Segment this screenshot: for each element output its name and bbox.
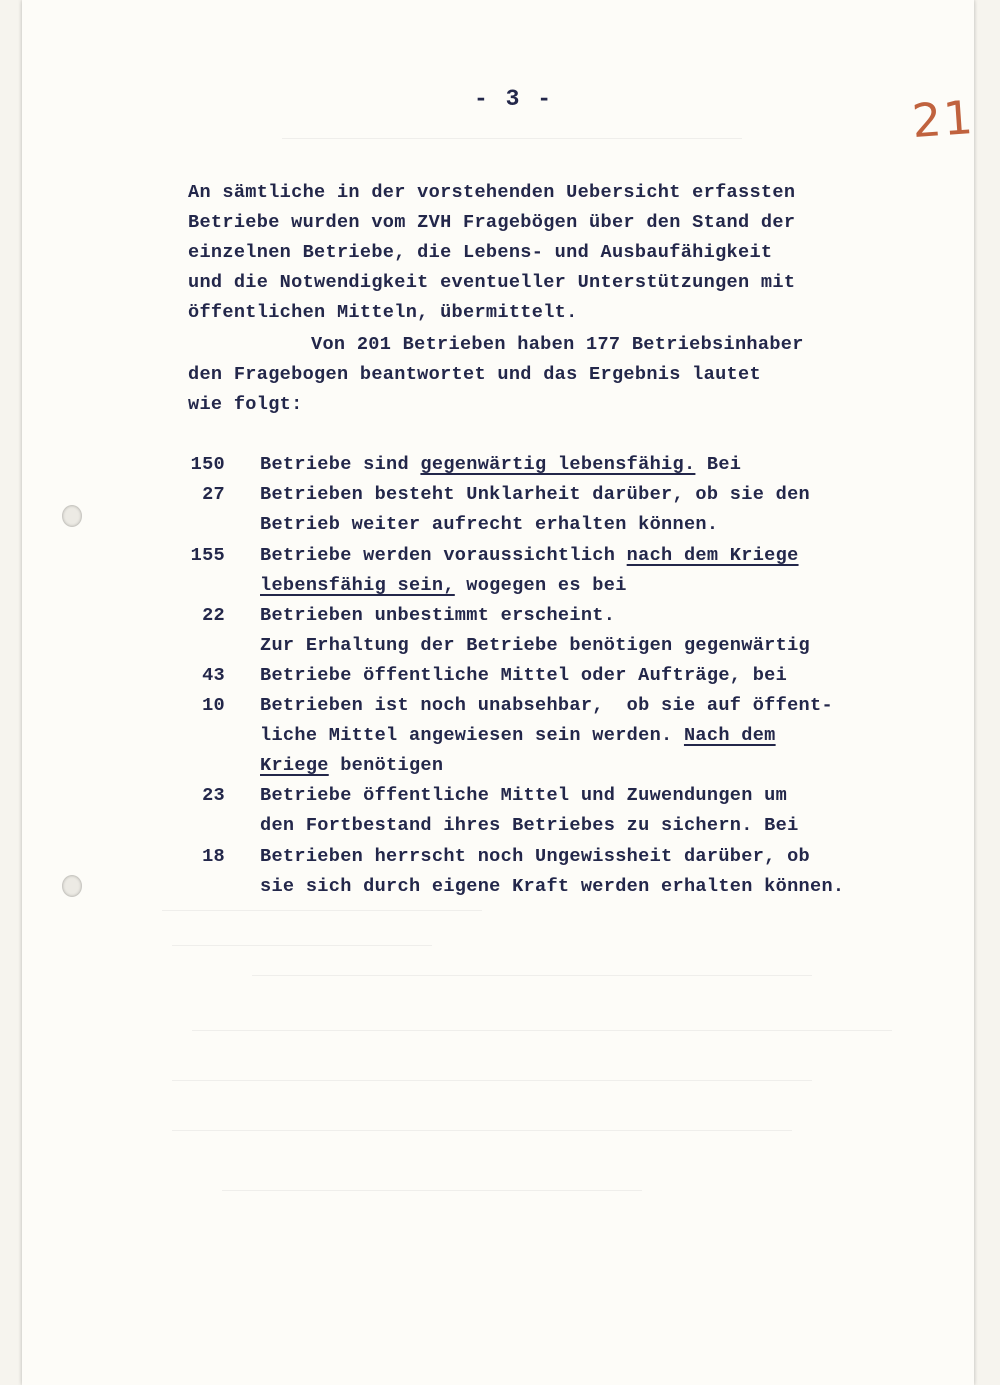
- punch-hole-upper: [62, 505, 82, 527]
- show-through-line: [192, 1030, 892, 1031]
- result-count: 155: [190, 545, 225, 566]
- result-count: 150: [190, 454, 225, 475]
- underlined-phrase: nach dem Kriege: [626, 545, 799, 566]
- show-through-line: [172, 945, 432, 946]
- result-count: 23: [202, 785, 225, 806]
- result-line: Betrieben besteht Unklarheit darüber, ob sie den: [260, 484, 810, 505]
- result-line: Betriebe sind gegenwärtig lebensfähig. Bei: [260, 454, 742, 475]
- document-page: [22, 0, 977, 1385]
- handwritten-folio-number: 21: [910, 89, 977, 149]
- paragraph-line: einzelnen Betriebe, die Lebens- und Ausbaufähigkeit: [188, 242, 773, 263]
- result-line: Kriege benötigen: [260, 755, 444, 776]
- show-through-line: [222, 1190, 642, 1191]
- paragraph-line: Betriebe wurden vom ZVH Fragebögen über den Stand der: [188, 212, 796, 233]
- paragraph-line: und die Notwendigkeit eventueller Unterstützungen mit: [188, 272, 796, 293]
- paragraph-line: An sämtliche in der vorstehenden Uebersicht erfassten: [188, 182, 796, 203]
- result-line: Betrieben unbestimmt erscheint.: [260, 605, 616, 626]
- result-line: Betriebe öffentliche Mittel oder Aufträge, bei: [260, 665, 788, 686]
- result-line: Betriebe werden voraussichtlich nach dem Kriege: [260, 545, 799, 566]
- show-through-line: [282, 138, 742, 139]
- underlined-phrase: lebensfähig sein,: [260, 575, 455, 596]
- paragraph-line: öffentlichen Mitteln, übermittelt.: [188, 302, 578, 323]
- result-line: liche Mittel angewiesen sein werden. Nach dem: [260, 725, 776, 746]
- result-count: 18: [202, 846, 225, 867]
- paragraph-line: wie folgt:: [188, 394, 303, 415]
- result-line: Betriebe öffentliche Mittel und Zuwendungen um: [260, 785, 788, 806]
- paragraph-line: Von 201 Betrieben haben 177 Betriebsinhaber: [311, 334, 804, 355]
- show-through-line: [252, 975, 812, 976]
- result-line: Betrieben ist noch unabsehbar, ob sie auf öffent-: [260, 695, 833, 716]
- show-through-line: [172, 1130, 792, 1131]
- show-through-line: [172, 1080, 812, 1081]
- underlined-phrase: Kriege: [260, 755, 329, 776]
- result-line: Betrieben herrscht noch Ungewissheit darüber, ob: [260, 846, 810, 867]
- result-line: den Fortbestand ihres Betriebes zu sichern. Bei: [260, 815, 799, 836]
- underlined-phrase: gegenwärtig lebensfähig.: [420, 454, 696, 475]
- result-count: 27: [202, 484, 225, 505]
- result-count: 43: [202, 665, 225, 686]
- paragraph-line: den Fragebogen beantwortet und das Ergebnis lautet: [188, 364, 761, 385]
- result-line: Betrieb weiter aufrecht erhalten können.: [260, 514, 719, 535]
- result-line: lebensfähig sein, wogegen es bei: [260, 575, 627, 596]
- punch-hole-lower: [62, 875, 82, 897]
- result-line: sie sich durch eigene Kraft werden erhalten können.: [260, 876, 845, 897]
- result-count: 10: [202, 695, 225, 716]
- result-count: 22: [202, 605, 225, 626]
- page-number: - 3 -: [474, 86, 554, 112]
- underlined-phrase: Nach dem: [683, 725, 776, 746]
- show-through-line: [162, 910, 482, 911]
- result-line: Zur Erhaltung der Betriebe benötigen gegenwärtig: [260, 635, 810, 656]
